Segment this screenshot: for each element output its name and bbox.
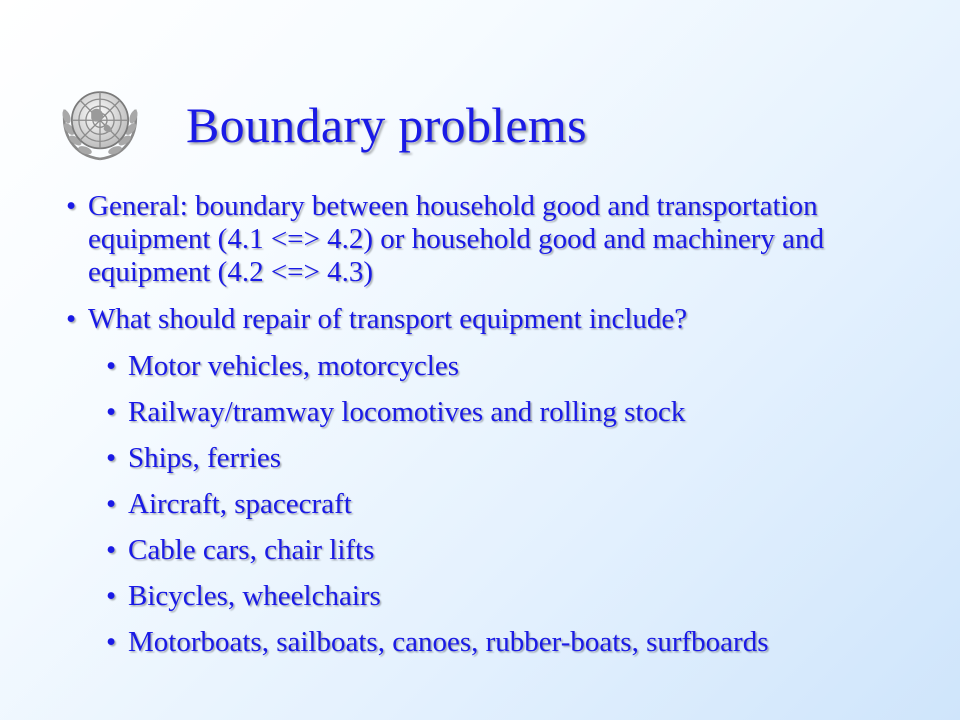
sub-bullet-text: Ships, ferries	[128, 442, 282, 474]
bullet-marker: •	[106, 534, 117, 566]
un-emblem-icon	[56, 78, 144, 166]
bullet-marker: •	[106, 350, 117, 382]
slide-title: Boundary problems	[186, 97, 587, 153]
sub-bullet-item	[66, 396, 936, 429]
sub-bullet-item	[66, 442, 936, 475]
sub-bullet-text: Motorboats, sailboats, canoes, rubber-boats, surfboards	[128, 626, 769, 658]
sub-bullet-item	[66, 488, 936, 521]
bullet-marker: •	[106, 580, 117, 612]
bullet-marker: •	[66, 303, 77, 335]
bullet-text: General: boundary between household good and transportation equipment (4.1 <=> 4.2) or household good and machinery and equipment (4.2 <=> 4.3)	[88, 190, 825, 288]
sub-bullet-text: Motor vehicles, motorcycles	[128, 350, 459, 382]
sub-bullet-text: Aircraft, spacecraft	[128, 488, 352, 520]
sub-bullet-item	[66, 534, 936, 567]
bullet-marker: •	[106, 396, 117, 428]
sub-bullet-item	[66, 626, 936, 659]
bullet-text: What should repair of transport equipment include?	[88, 303, 688, 335]
bullet-marker: •	[106, 626, 117, 658]
sub-bullet-text: Railway/tramway locomotives and rolling stock	[128, 396, 686, 428]
bullet-item	[66, 303, 936, 336]
bullet-item	[66, 190, 936, 289]
sub-bullet-item	[66, 580, 936, 613]
bullet-marker: •	[66, 190, 77, 222]
bullet-list	[66, 190, 936, 672]
sub-bullet-item	[66, 350, 936, 383]
sub-bullet-text: Bicycles, wheelchairs	[128, 580, 381, 612]
bullet-marker: •	[106, 442, 117, 474]
bullet-marker: •	[106, 488, 117, 520]
sub-bullet-text: Cable cars, chair lifts	[128, 534, 375, 566]
